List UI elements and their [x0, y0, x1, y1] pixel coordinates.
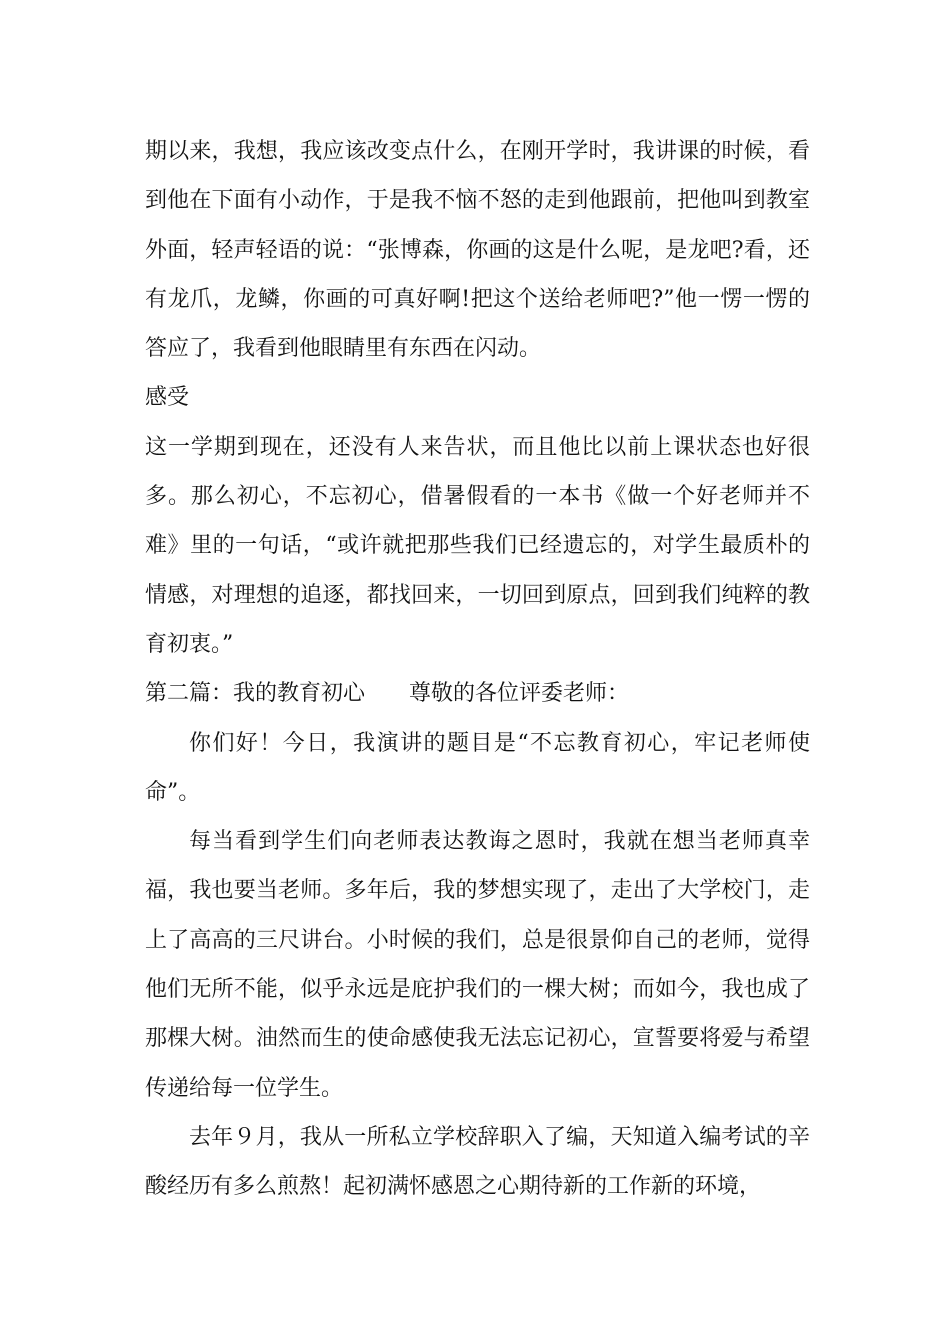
- paragraph-reflection: 这一学期到现在，还没有人来告状，而且他比以前上课状态也好很多。那么初心，不忘初心，借暑假看的一本书《做一个好老师并不难》里的一句话，“或许就把那些我们已经遗忘的，对学生最质朴的情感，对理想的追逐，都找回来，一切回到原点，回到我们纯粹的教育初衷。”: [145, 434, 810, 657]
- document-body: [145, 127, 810, 1212]
- paragraph-last-september: 去年９月，我从一所私立学校辞职入了编，天知道入编考试的辛酸经历有多么煎熬！起初满怀感恩之心期待新的工作新的环境，: [145, 1124, 810, 1200]
- paragraph-story-end: 期以来，我想，我应该改变点什么，在刚开学时，我讲课的时候，看到他在下面有小动作，于是我不恼不怒的走到他跟前，把他叫到教室外面，轻声轻语的说：“张博森，你画的这是什么呢，是龙吧?看，还有龙爪，龙鳞，你画的可真好啊!把这个送给老师吧?”他一愣一愣的答应了，我看到他眼睛里有东西在闪动。: [145, 139, 810, 362]
- paragraph-heading-feeling: 感受: [145, 385, 190, 411]
- paragraph-greeting: 你们好！今日，我演讲的题目是“不忘教育初心，牢记老师使命”。: [145, 730, 810, 805]
- section-heading-part-two: 第二篇：我的教育初心 尊敬的各位评委老师：: [145, 681, 630, 707]
- paragraph-dream: 每当看到学生们向老师表达教诲之恩时，我就在想当老师真幸福，我也要当老师。多年后，我的梦想实现了，走出了大学校门，走上了高高的三尺讲台。小时候的我们，总是很景仰自己的老师，觉得他们无所不能，似乎永远是庇护我们的一棵大树；而如今，我也成了那棵大树。油然而生的使命感使我无法忘记初心，宣誓要将爱与希望传递给每一位学生。: [145, 829, 810, 1101]
